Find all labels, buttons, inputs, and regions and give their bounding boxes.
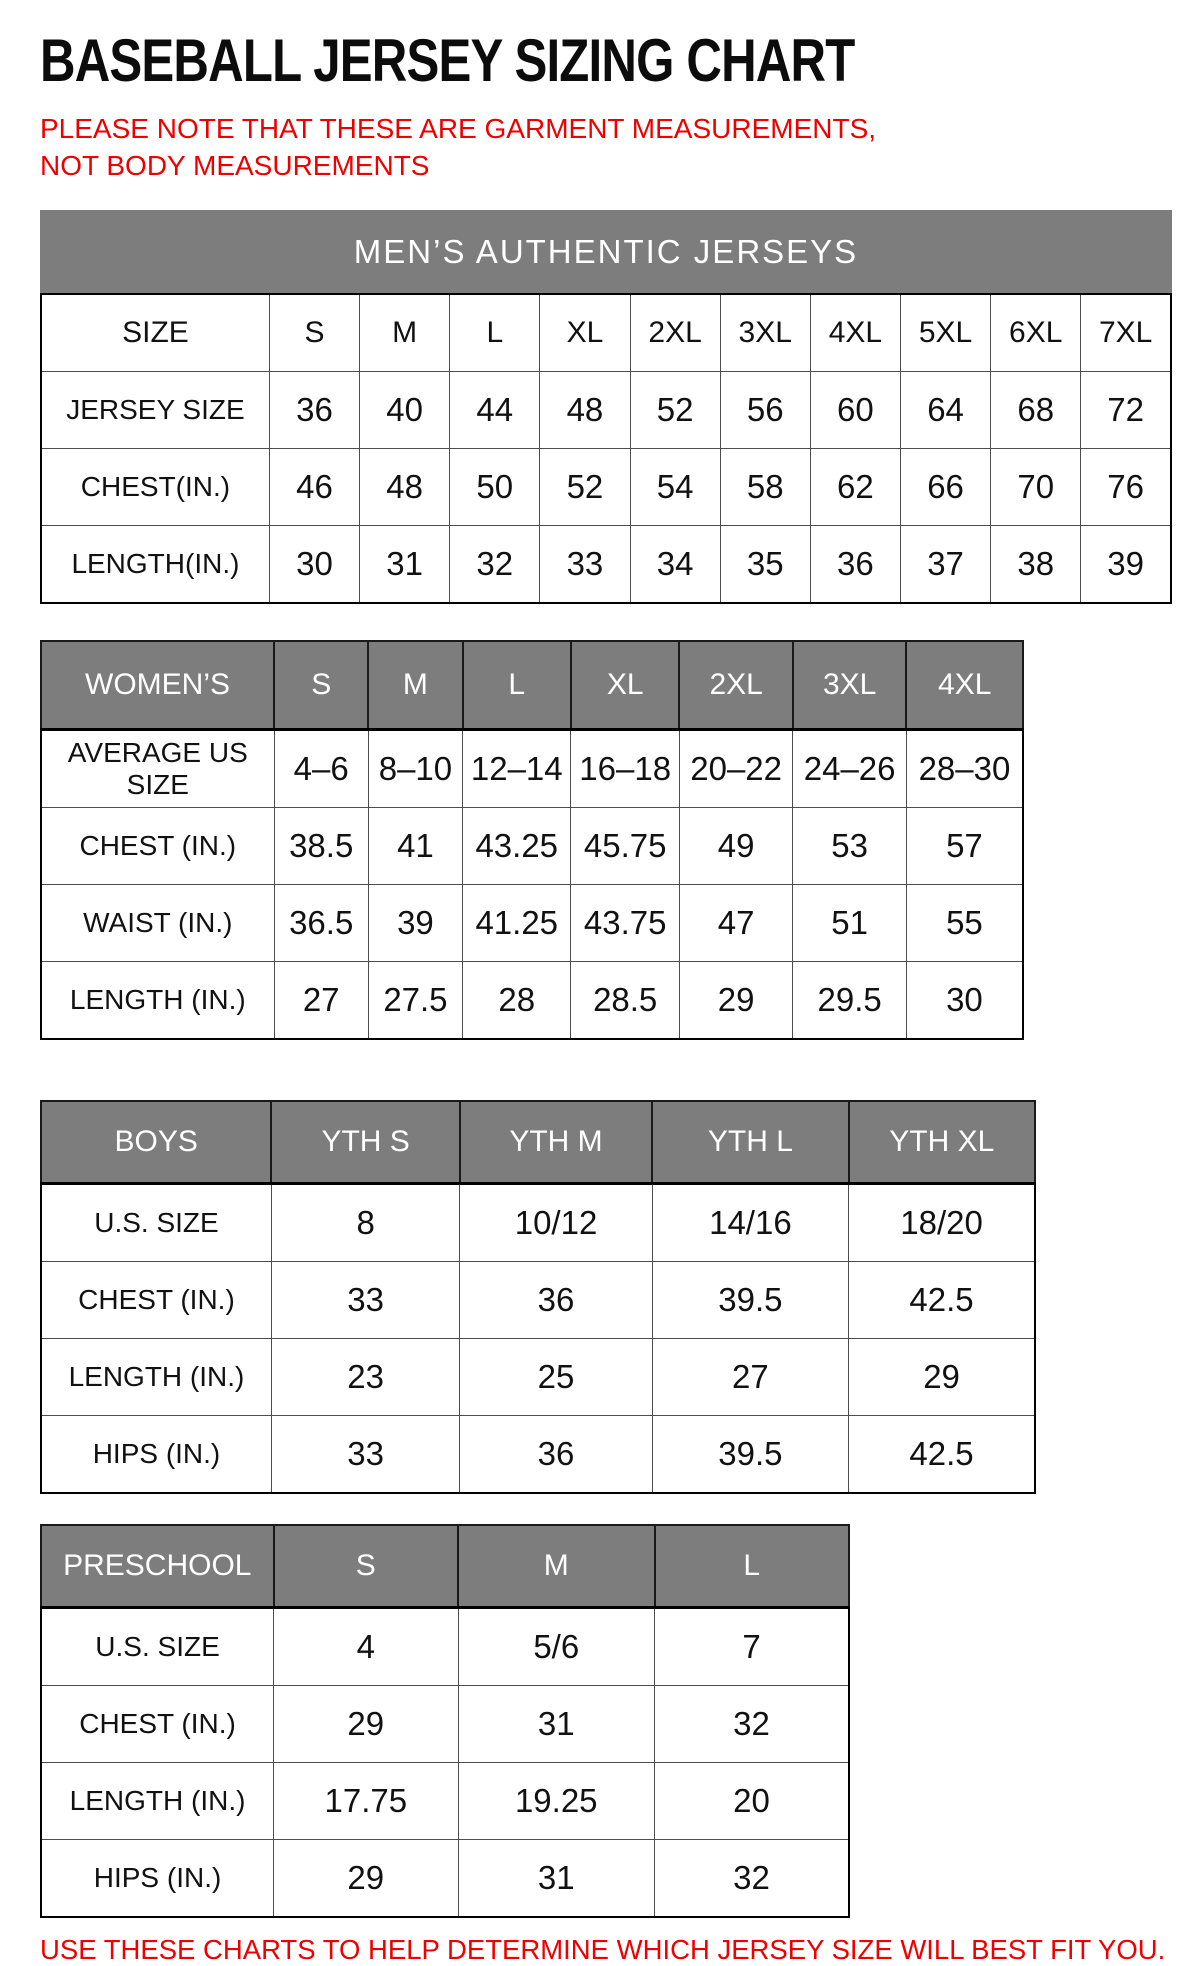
measurement-value: 29 <box>274 1686 458 1763</box>
measurement-value: 45.75 <box>571 808 679 885</box>
measurement-value: 64 <box>900 372 990 449</box>
size-column-header: M <box>368 641 462 730</box>
measurement-value: 38 <box>991 526 1081 604</box>
measurement-value: 28 <box>463 962 571 1040</box>
measurement-value: 43.25 <box>463 808 571 885</box>
table-title-cell: SIZE <box>41 294 269 372</box>
measurement-value: 33 <box>540 526 630 604</box>
size-column-header: 4XL <box>906 641 1023 730</box>
measurement-value: 47 <box>679 885 793 962</box>
size-column-header: M <box>360 294 450 372</box>
measurement-row <box>41 1608 849 1686</box>
measurement-value: 76 <box>1081 449 1171 526</box>
size-column-header: L <box>450 294 540 372</box>
measurement-value: 52 <box>540 449 630 526</box>
measurement-value: 27.5 <box>368 962 462 1040</box>
measurement-value: 66 <box>900 449 990 526</box>
row-label: HIPS (IN.) <box>41 1416 271 1494</box>
size-column-header: 3XL <box>720 294 810 372</box>
measurement-value: 42.5 <box>849 1416 1035 1494</box>
footer-advice-note: USE THESE CHARTS TO HELP DETERMINE WHICH JERSEY SIZE WILL BEST FIT YOU. <box>40 1934 1166 1965</box>
measurement-value: 39 <box>368 885 462 962</box>
measurement-value: 42.5 <box>849 1262 1035 1339</box>
measurement-value: 28–30 <box>906 730 1023 808</box>
page-title: BASEBALL JERSEY SIZING CHART <box>40 27 855 94</box>
size-column-header: M <box>458 1525 654 1608</box>
table-header-row <box>41 641 1023 730</box>
measurement-row <box>41 1763 849 1840</box>
measurement-value: 39 <box>1081 526 1171 604</box>
measurement-value: 29 <box>679 962 793 1040</box>
size-column-header: L <box>655 1525 850 1608</box>
measurement-value: 20 <box>655 1763 850 1840</box>
measurement-value: 32 <box>450 526 540 604</box>
measurement-value: 36 <box>810 526 900 604</box>
measurement-value: 33 <box>271 1262 459 1339</box>
measurement-value: 28.5 <box>571 962 679 1040</box>
womens-sizing-table <box>40 640 1024 1040</box>
row-label: CHEST (IN.) <box>41 1262 271 1339</box>
size-column-header: 3XL <box>793 641 907 730</box>
measurement-row <box>41 449 1171 526</box>
measurement-value: 58 <box>720 449 810 526</box>
measurement-value: 57 <box>906 808 1023 885</box>
measurement-value: 53 <box>793 808 907 885</box>
size-column-header: YTH L <box>652 1101 848 1184</box>
row-label: LENGTH (IN.) <box>41 1763 274 1840</box>
row-label: JERSEY SIZE <box>41 372 269 449</box>
measurement-row <box>41 808 1023 885</box>
measurement-row <box>41 962 1023 1040</box>
measurement-value: 33 <box>271 1416 459 1494</box>
size-column-header: S <box>274 1525 458 1608</box>
measurement-value: 40 <box>360 372 450 449</box>
measurement-value: 39.5 <box>652 1262 848 1339</box>
measurement-value: 30 <box>269 526 359 604</box>
measurement-value: 52 <box>630 372 720 449</box>
measurement-row <box>41 372 1171 449</box>
boys-jerseys-section <box>40 1100 1036 1494</box>
size-column-header: L <box>463 641 571 730</box>
table-header-row <box>41 1101 1035 1184</box>
preschool-sizing-table <box>40 1524 850 1918</box>
measurement-value: 36 <box>269 372 359 449</box>
table-title-cell: WOMEN’S <box>41 641 274 730</box>
row-label: CHEST (IN.) <box>41 808 274 885</box>
measurement-value: 48 <box>540 372 630 449</box>
measurement-value: 46 <box>269 449 359 526</box>
measurement-value: 36 <box>460 1262 652 1339</box>
measurement-value: 50 <box>450 449 540 526</box>
size-column-header: S <box>274 641 368 730</box>
measurement-value: 14/16 <box>652 1184 848 1262</box>
size-column-header: 7XL <box>1081 294 1171 372</box>
garment-measurements-note: PLEASE NOTE THAT THESE ARE GARMENT MEASUREMENTS, NOT BODY MEASUREMENTS <box>40 113 877 181</box>
table-title-cell: BOYS <box>41 1101 271 1184</box>
mens-sizing-table <box>40 293 1172 604</box>
measurement-value: 31 <box>458 1840 654 1918</box>
row-label: AVERAGE US SIZE <box>41 730 274 808</box>
measurement-value: 29 <box>849 1339 1035 1416</box>
measurement-value: 4–6 <box>274 730 368 808</box>
measurement-row <box>41 1840 849 1918</box>
measurement-value: 41.25 <box>463 885 571 962</box>
size-column-header: S <box>269 294 359 372</box>
measurement-value: 19.25 <box>458 1763 654 1840</box>
size-column-header: XL <box>571 641 679 730</box>
measurement-value: 48 <box>360 449 450 526</box>
measurement-value: 38.5 <box>274 808 368 885</box>
measurement-value: 49 <box>679 808 793 885</box>
mens-table-banner: MEN’S AUTHENTIC JERSEYS <box>40 210 1172 293</box>
measurement-value: 27 <box>274 962 368 1040</box>
measurement-value: 36 <box>460 1416 652 1494</box>
size-column-header: YTH XL <box>849 1101 1035 1184</box>
measurement-value: 12–14 <box>463 730 571 808</box>
measurement-value: 43.75 <box>571 885 679 962</box>
measurement-value: 25 <box>460 1339 652 1416</box>
mens-jerseys-section <box>40 210 1172 604</box>
row-label: LENGTH (IN.) <box>41 1339 271 1416</box>
measurement-value: 29.5 <box>793 962 907 1040</box>
measurement-value: 60 <box>810 372 900 449</box>
size-column-header: YTH M <box>460 1101 652 1184</box>
measurement-value: 31 <box>458 1686 654 1763</box>
row-label: HIPS (IN.) <box>41 1840 274 1918</box>
size-column-header: XL <box>540 294 630 372</box>
measurement-value: 23 <box>271 1339 459 1416</box>
row-label: CHEST(IN.) <box>41 449 269 526</box>
table-title-cell: PRESCHOOL <box>41 1525 274 1608</box>
measurement-value: 72 <box>1081 372 1171 449</box>
measurement-row <box>41 730 1023 808</box>
size-column-header: 4XL <box>810 294 900 372</box>
measurement-row <box>41 885 1023 962</box>
measurement-value: 27 <box>652 1339 848 1416</box>
measurement-value: 56 <box>720 372 810 449</box>
table-header-row <box>41 1525 849 1608</box>
boys-sizing-table <box>40 1100 1036 1494</box>
measurement-value: 70 <box>991 449 1081 526</box>
measurement-value: 62 <box>810 449 900 526</box>
womens-jerseys-section <box>40 640 1024 1040</box>
measurement-value: 34 <box>630 526 720 604</box>
measurement-value: 54 <box>630 449 720 526</box>
measurement-value: 8 <box>271 1184 459 1262</box>
measurement-value: 20–22 <box>679 730 793 808</box>
size-column-header: YTH S <box>271 1101 459 1184</box>
measurement-value: 37 <box>900 526 990 604</box>
table-header-row <box>41 294 1171 372</box>
measurement-value: 32 <box>655 1686 850 1763</box>
measurement-value: 10/12 <box>460 1184 652 1262</box>
preschool-jerseys-section <box>40 1524 850 1918</box>
measurement-value: 24–26 <box>793 730 907 808</box>
size-column-header: 5XL <box>900 294 990 372</box>
row-label: U.S. SIZE <box>41 1184 271 1262</box>
row-label: CHEST (IN.) <box>41 1686 274 1763</box>
row-label: LENGTH (IN.) <box>41 962 274 1040</box>
row-label: LENGTH(IN.) <box>41 526 269 604</box>
measurement-row <box>41 1416 1035 1494</box>
measurement-value: 41 <box>368 808 462 885</box>
measurement-value: 68 <box>991 372 1081 449</box>
measurement-value: 55 <box>906 885 1023 962</box>
measurement-value: 35 <box>720 526 810 604</box>
measurement-value: 30 <box>906 962 1023 1040</box>
measurement-value: 7 <box>655 1608 850 1686</box>
measurement-row <box>41 1686 849 1763</box>
size-column-header: 6XL <box>991 294 1081 372</box>
measurement-value: 44 <box>450 372 540 449</box>
measurement-value: 32 <box>655 1840 850 1918</box>
measurement-row <box>41 1184 1035 1262</box>
measurement-value: 18/20 <box>849 1184 1035 1262</box>
row-label: U.S. SIZE <box>41 1608 274 1686</box>
measurement-value: 39.5 <box>652 1416 848 1494</box>
measurement-value: 5/6 <box>458 1608 654 1686</box>
measurement-value: 8–10 <box>368 730 462 808</box>
measurement-value: 51 <box>793 885 907 962</box>
measurement-row <box>41 526 1171 604</box>
measurement-value: 17.75 <box>274 1763 458 1840</box>
size-column-header: 2XL <box>630 294 720 372</box>
measurement-value: 16–18 <box>571 730 679 808</box>
measurement-value: 4 <box>274 1608 458 1686</box>
measurement-value: 29 <box>274 1840 458 1918</box>
measurement-value: 36.5 <box>274 885 368 962</box>
measurement-row <box>41 1262 1035 1339</box>
measurement-row <box>41 1339 1035 1416</box>
size-column-header: 2XL <box>679 641 793 730</box>
row-label: WAIST (IN.) <box>41 885 274 962</box>
measurement-value: 31 <box>360 526 450 604</box>
